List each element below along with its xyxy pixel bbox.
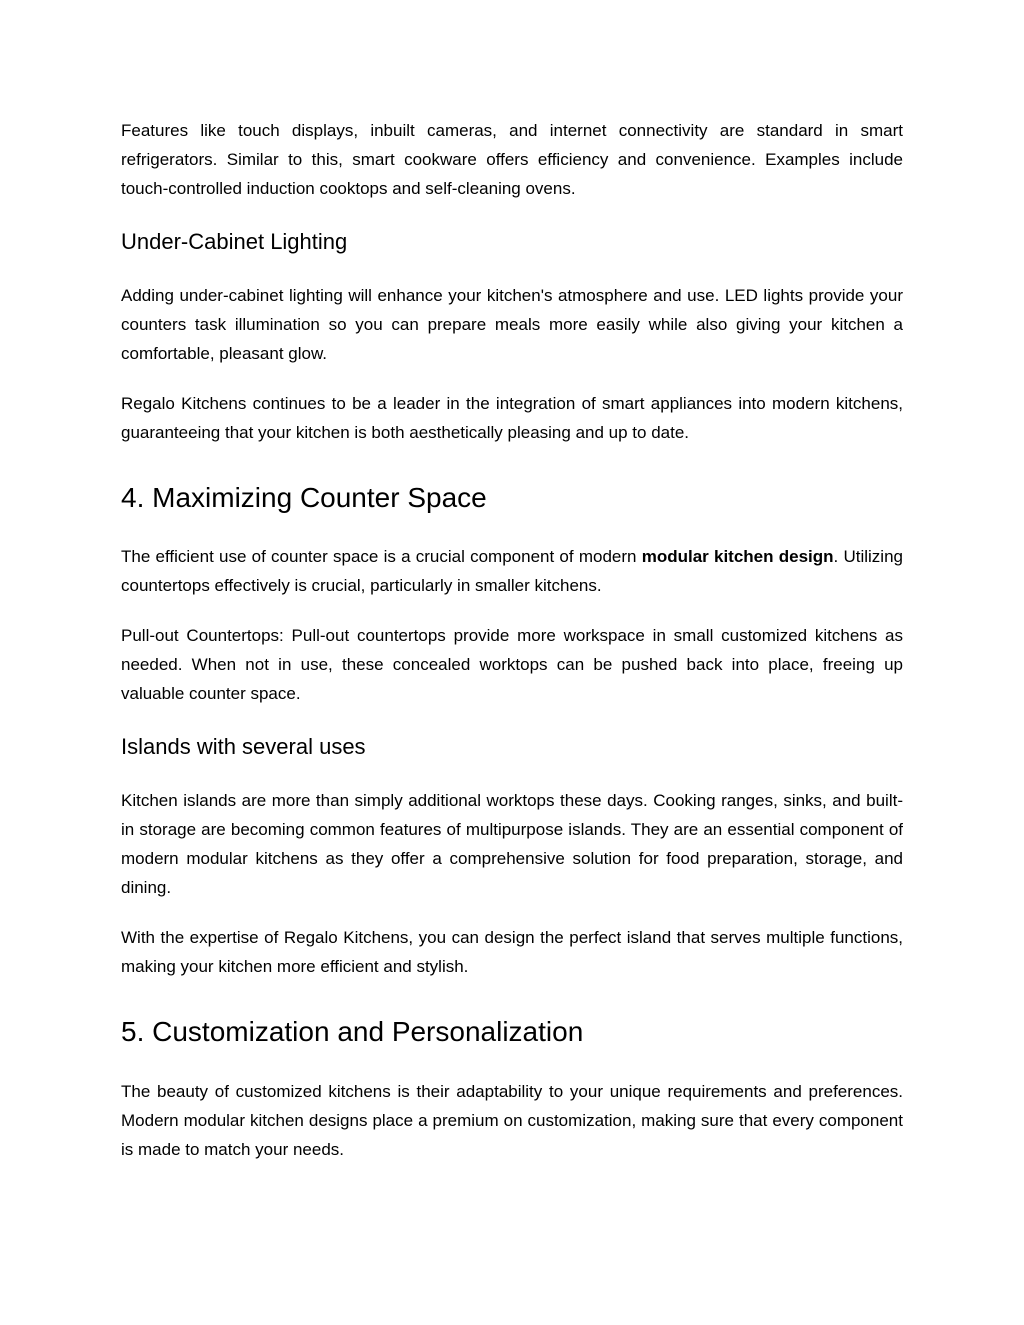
paragraph-counter-space-start: The efficient use of counter space is a crucial component of modern (121, 547, 642, 566)
heading-customization: 5. Customization and Personalization (121, 1016, 584, 1047)
paragraph-customization: The beauty of customized kitchens is their adaptability to your unique requirements and preferences. Modern modular kitchen designs place a premium on customization, making sure that every component is made to match your needs. (121, 1082, 903, 1159)
paragraph-counter-space-end: . Utilizing countertops effectively is crucial, particularly in smaller kitchens. (121, 547, 903, 595)
paragraph-counter-space (121, 542, 903, 600)
heading-under-cabinet-lighting: Under-Cabinet Lighting (121, 229, 348, 254)
modular-kitchen-design-bold: modular kitchen design (641, 547, 834, 566)
heading-maximizing-counter-space: 4. Maximizing Counter Space (121, 482, 487, 513)
paragraph-smart-appliances: Features like touch displays, inbuilt cameras, and internet connectivity are standard in smart refrigerators. Similar to this, smart cookware offers efficiency and convenience. Examples include touch-controlled induction cooktops and self-cleaning ovens. (121, 121, 903, 198)
heading-islands: Islands with several uses (121, 734, 366, 759)
paragraph-regalo-smart: Regalo Kitchens continues to be a leader in the integration of smart appliances into modern kitchens, guaranteeing that your kitchen is both aesthetically pleasing and up to date. (121, 394, 903, 442)
paragraph-pull-out-countertops: Pull-out Countertops: Pull-out countertops provide more workspace in small customized kitchens as needed. When not in use, these concealed worktops can be pushed back into place, freeing up valuable counter space. (121, 626, 903, 703)
paragraph-kitchen-islands: Kitchen islands are more than simply additional worktops these days. Cooking ranges, sinks, and built-in storage are becoming common features of multipurpose islands. They are an essential component of modern modular kitchens as they offer a comprehensive solution for food preparation, storage, and dining. (121, 791, 903, 897)
paragraph-regalo-islands: With the expertise of Regalo Kitchens, you can design the perfect island that serves multiple functions, making your kitchen more efficient and stylish. (121, 928, 903, 976)
paragraph-under-cabinet: Adding under-cabinet lighting will enhance your kitchen's atmosphere and use. LED lights provide your counters task illumination so you can prepare meals more easily while also giving your kitchen a comfortable, pleasant glow. (121, 286, 903, 363)
